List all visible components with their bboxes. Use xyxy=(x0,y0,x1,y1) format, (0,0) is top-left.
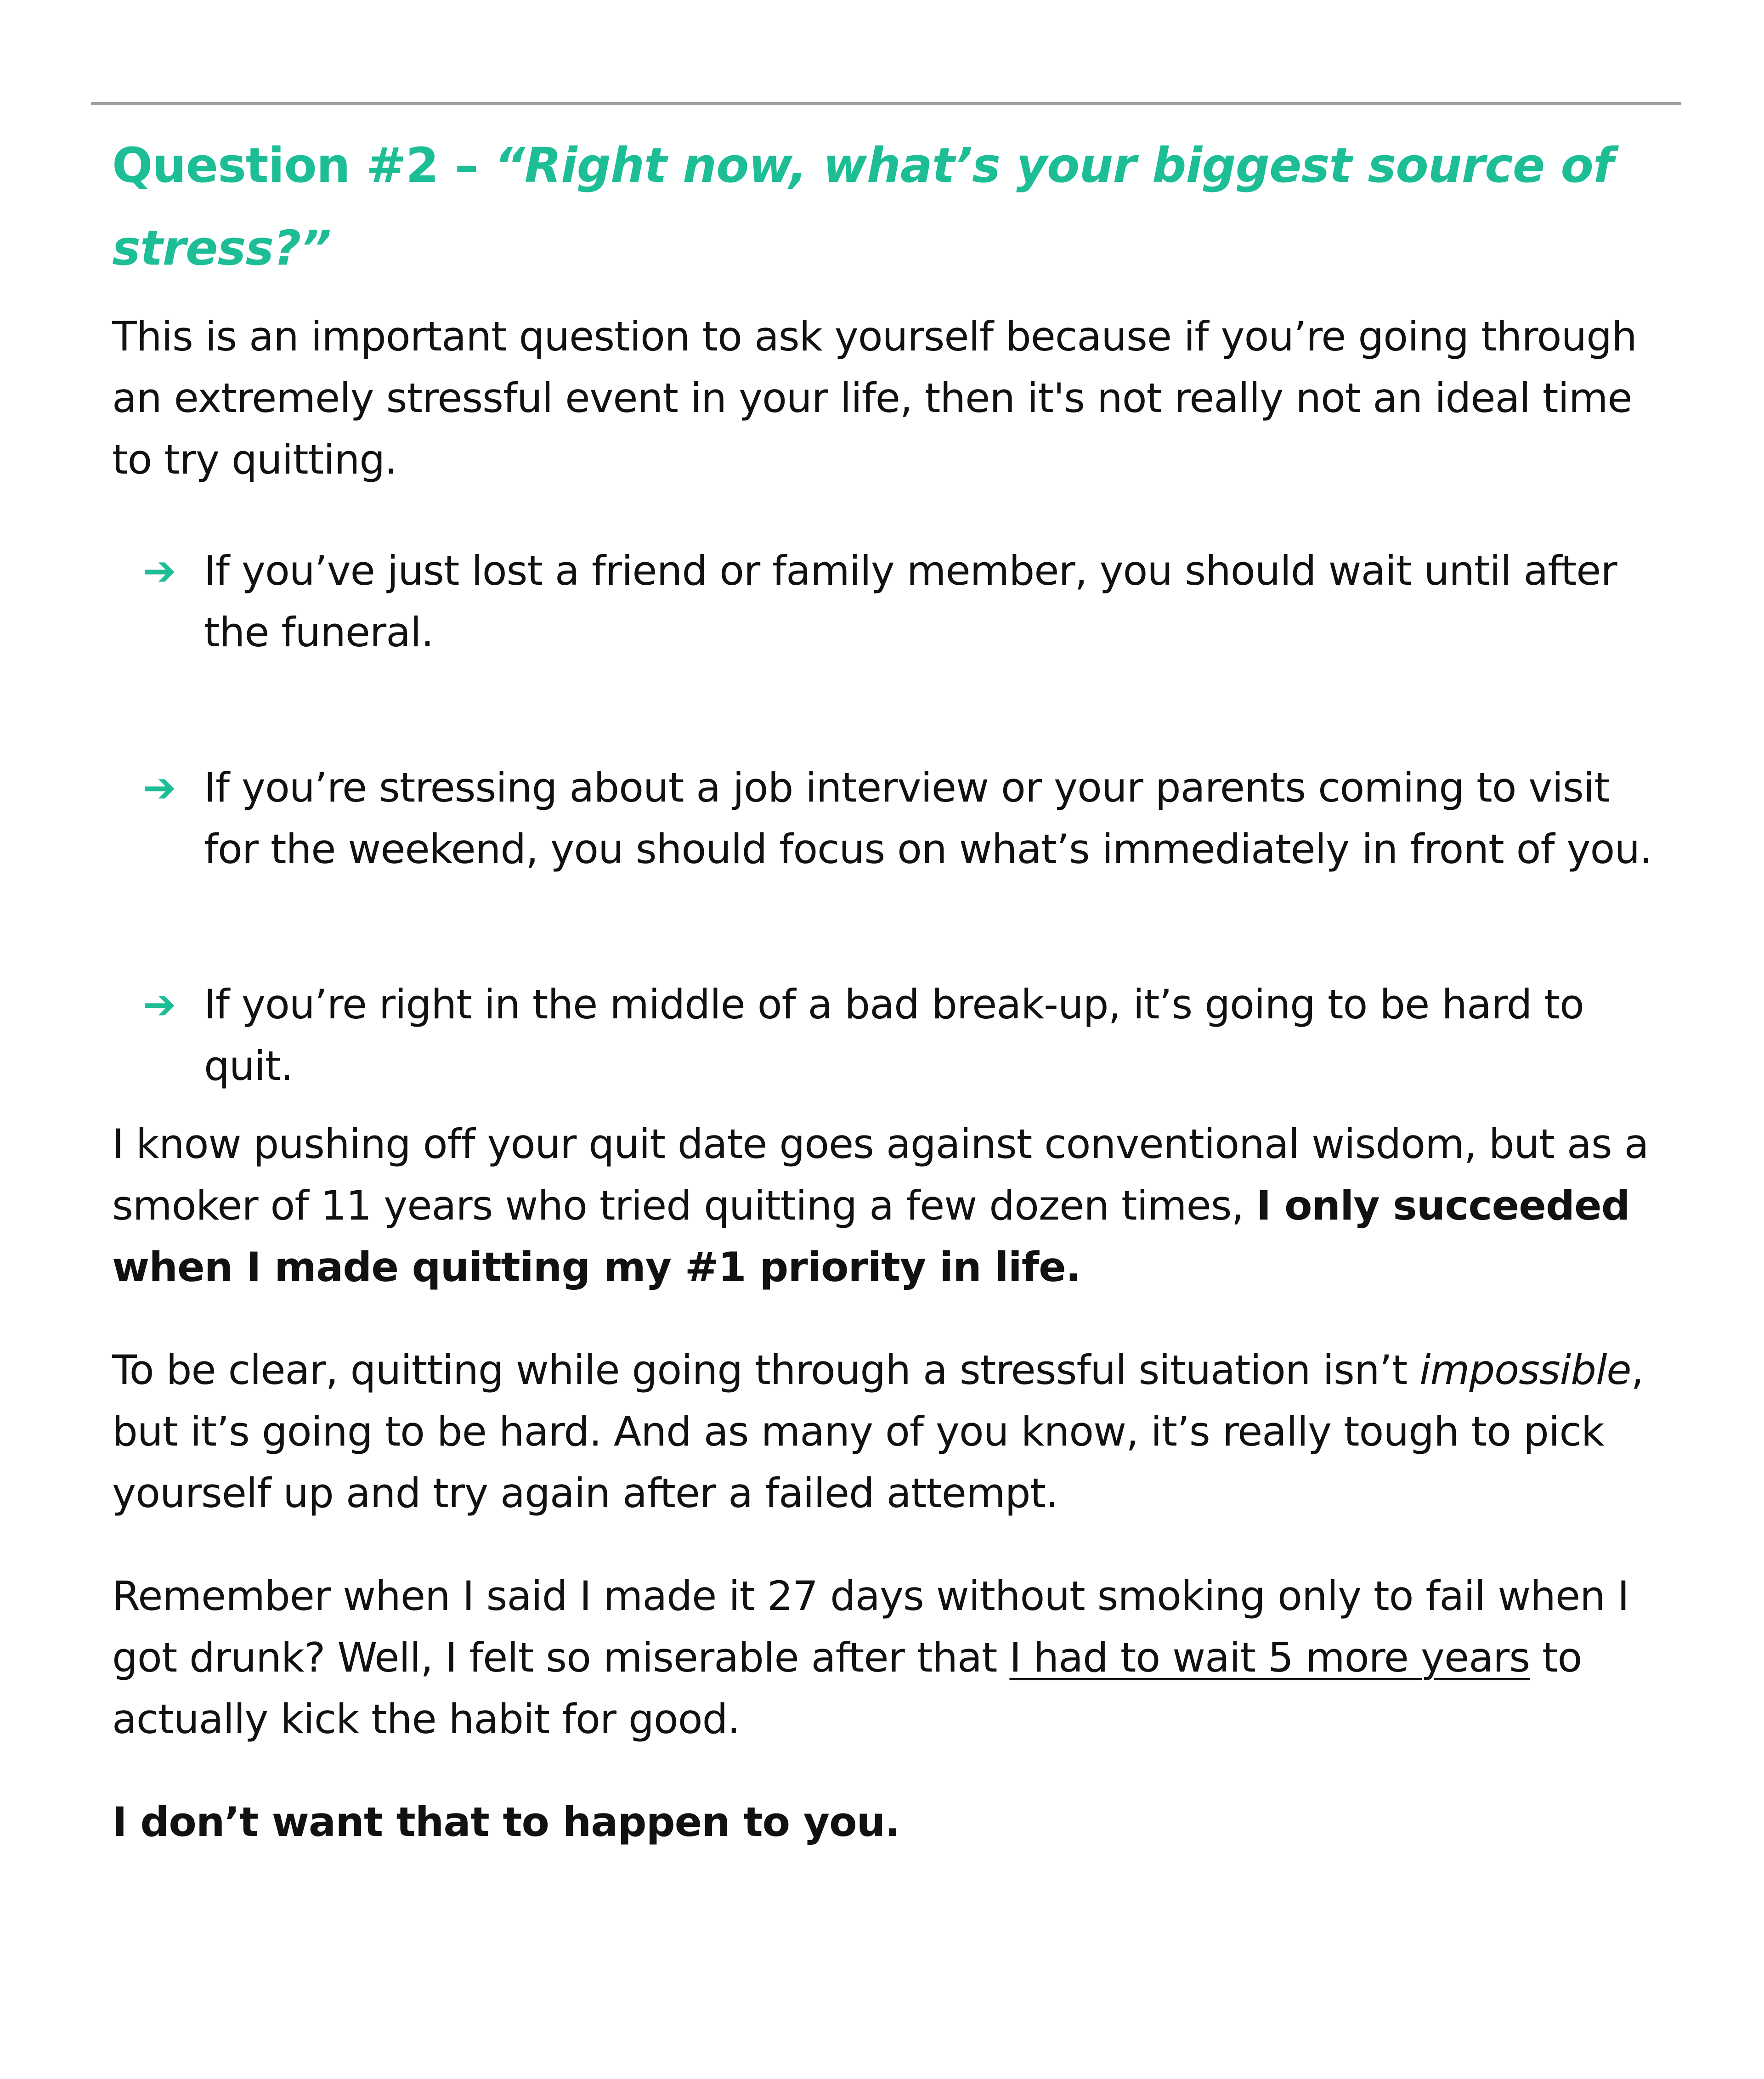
priority-paragraph xyxy=(112,1113,1674,1298)
story-paragraph xyxy=(112,1565,1674,1750)
intro-paragraph: This is an important question to ask yourself because if you’re going through an extremely stressful event in your life, then it's not really not an ideal time to try quitting. xyxy=(112,313,1637,483)
clarification-italic: impossible xyxy=(1419,1346,1631,1394)
list-item-text: If you’re right in the middle of a bad break-up, it’s going to be hard to quit. xyxy=(204,981,1584,1090)
story-text-start: Remember when I said I made it 27 days without smoking only to fail when I got drunk? Well, I felt so miserable after that xyxy=(112,1572,1629,1681)
priority-emphasis: I only succeeded when I made quitting my #1 priority in life. xyxy=(112,1182,1630,1291)
stress-examples-list xyxy=(112,540,1674,1097)
arrow-right-icon: ➔ xyxy=(142,764,176,811)
list-item-text: If you’ve just lost a friend or family member, you should wait until after the funeral. xyxy=(204,547,1617,656)
list-item xyxy=(112,757,1674,880)
article-content xyxy=(112,124,1674,1853)
heading-quote: “Right now, what’s your biggest source of stress?” xyxy=(112,137,1614,276)
list-item xyxy=(112,540,1674,663)
arrow-right-icon: ➔ xyxy=(142,981,176,1028)
clarification-text-end: , but it’s going to be hard. And as many of you know, it’s really tough to pick yourself up and try again after a failed attempt. xyxy=(112,1346,1644,1517)
clarification-text-start: To be clear, quitting while going through a stressful situation isn’t xyxy=(112,1346,1420,1394)
list-item-text: If you’re stressing about a job interview or your parents coming to visit for the weekend, you should focus on what’s immediately in front of you. xyxy=(204,764,1652,873)
horizontal-divider xyxy=(91,102,1681,105)
story-link[interactable]: I had to wait 5 more years xyxy=(1009,1634,1530,1681)
closing-statement: I don’t want that to happen to you. xyxy=(112,1798,900,1846)
priority-text: I know pushing off your quit date goes against conventional wisdom, but as a smoker of 11 years who tried quitting a few dozen times, xyxy=(112,1120,1649,1229)
heading-prefix: Question #2 – xyxy=(112,137,494,193)
question-heading xyxy=(112,124,1674,289)
arrow-right-icon: ➔ xyxy=(142,547,176,594)
story-text-end: to actually kick the habit for good. xyxy=(112,1634,1582,1743)
list-item xyxy=(112,974,1674,1097)
clarification-paragraph xyxy=(112,1339,1674,1524)
